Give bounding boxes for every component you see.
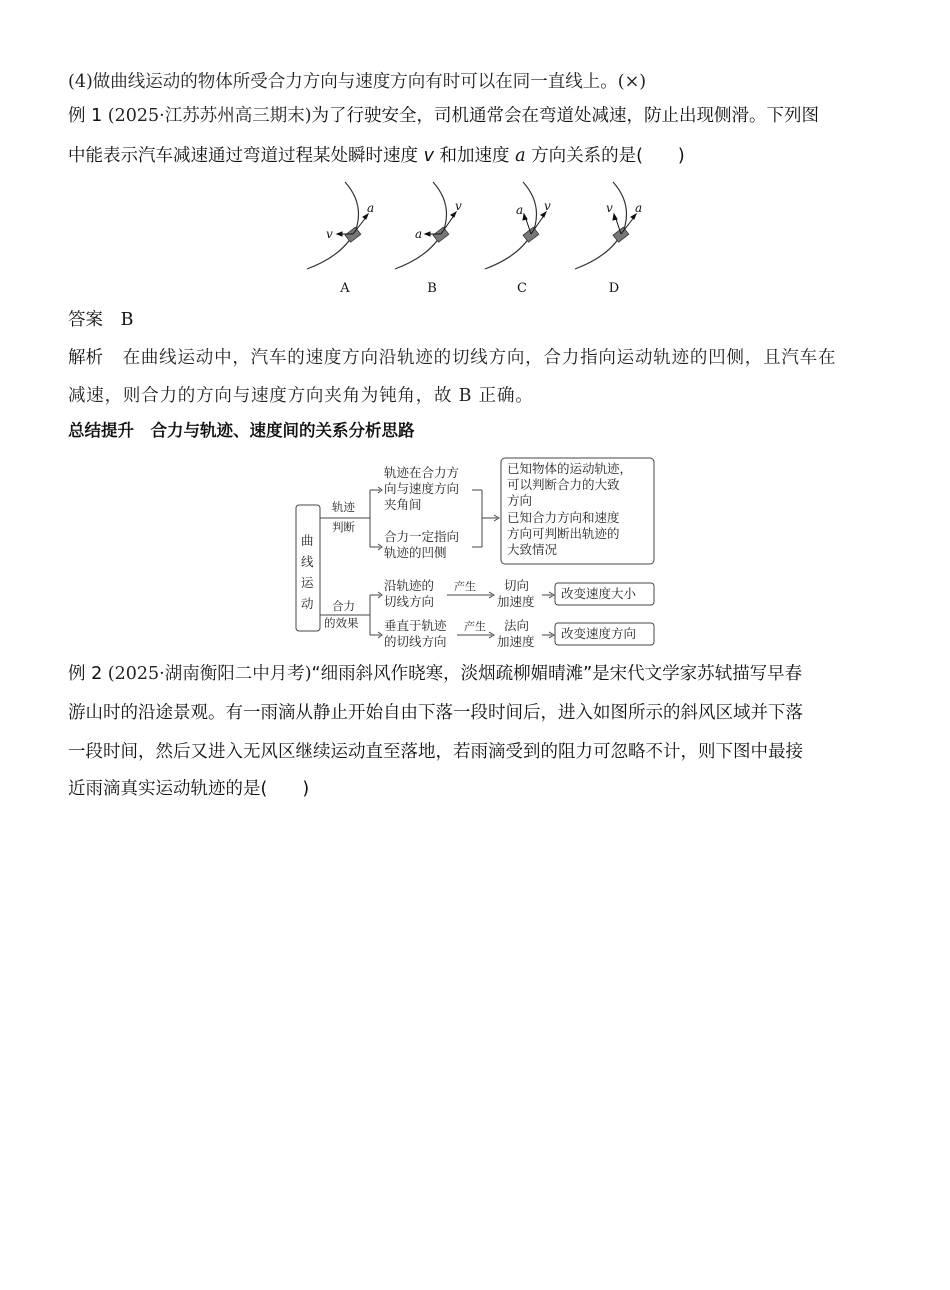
label-a-a: a (367, 201, 375, 215)
example-1-source: (2025·江苏苏州高三期末) (107, 106, 312, 126)
label-a-c: a (516, 203, 524, 217)
result-direction: 改变速度方向 (561, 626, 637, 641)
root-char-3: 运 (301, 575, 314, 590)
summary-diagram (292, 455, 662, 650)
root-char-4: 动 (301, 596, 314, 611)
example-1-text-a: 中能表示汽车减速通过弯道过程某处瞬时速度 (68, 146, 418, 166)
example-2-text-1: “细雨斜风作晓寒，淡烟疏柳媚晴滩”是宋代文学家苏轼描写早春 (311, 664, 803, 684)
example-2-line-1 (68, 662, 802, 686)
analysis-text-1: 在曲线运动中，汽车的速度方向沿轨迹的切线方向，合力指向运动轨迹的凹侧，且汽车在 (122, 348, 837, 368)
analysis-line-1 (68, 346, 836, 370)
answer-label: 答案 (68, 310, 103, 330)
example-2-label: 例 2 (68, 664, 103, 684)
b1-item1-l1: 轨迹在合力方 (384, 465, 460, 480)
produce-2: 产生 (464, 620, 486, 633)
example-1-text: 为了行驶安全，司机通常会在弯道处减速，防止出现侧滑。下列图 (311, 106, 820, 126)
b1-item1-l3: 夹角间 (384, 497, 422, 512)
branch2-line2: 的效果 (324, 616, 359, 630)
curve-a (307, 182, 359, 269)
result-l1: 已知物体的运动轨迹， (507, 461, 633, 476)
example-1-line-2 (68, 144, 685, 168)
car-d (613, 227, 629, 242)
car-c (523, 227, 539, 242)
curve-b (395, 182, 447, 269)
result-l4: 已知合力方向和速度 (507, 510, 620, 525)
root-char-2: 线 (301, 554, 314, 569)
example-1-line-1 (68, 104, 819, 128)
curve-c (485, 182, 537, 269)
answer-line (68, 308, 133, 332)
car-a (345, 227, 361, 242)
label-v-d: v (606, 201, 613, 215)
b2-acc1-l2: 加速度 (497, 594, 535, 609)
example-1-figure (295, 176, 655, 300)
b1-item1-l2: 向与速度方向 (384, 481, 460, 496)
analysis-label: 解析 (68, 348, 103, 368)
root-char-1: 曲 (301, 533, 314, 548)
car-b (433, 227, 449, 242)
example-1-label: 例 1 (68, 106, 103, 126)
result-l2: 可以判断合力的大致 (507, 477, 620, 492)
result-l3: 方向 (507, 493, 533, 508)
b2-item1-l2: 切线方向 (384, 594, 435, 609)
b1-item2-l2: 轨迹的凹侧 (384, 545, 447, 560)
statement-4: (4)做曲线运动的物体所受合力方向与速度方向有时可以在同一直线上。(×) (68, 72, 647, 92)
option-label-a: A (340, 281, 350, 296)
b2-acc1-l1: 切向 (504, 578, 530, 593)
option-label-b: B (427, 281, 437, 296)
b2-item2-l2: 的切线方向 (384, 634, 447, 649)
example-1-text-c: 方向关系的是( ) (531, 146, 685, 166)
b2-item2-l1: 垂直于轨迹 (384, 618, 447, 633)
example-1-text-b: 和加速度 (439, 146, 510, 166)
symbol-a: a (515, 146, 526, 166)
summary-title: 总结提升 合力与轨迹、速度间的关系分析思路 (68, 421, 415, 440)
label-v-a: v (326, 227, 333, 241)
example-2-line-3: 一段时间，然后又进入无风区继续运动直至落地，若雨滴受到的阻力可忽略不计，则下图中最接 (68, 742, 803, 762)
label-a-d: a (635, 201, 643, 215)
result-l6: 大致情况 (507, 542, 558, 557)
label-a-b: a (415, 227, 423, 241)
produce-1: 产生 (454, 580, 476, 593)
result-l5: 方向可判断出轨迹的 (507, 526, 620, 541)
b2-item1-l1: 沿轨迹的 (384, 578, 435, 593)
analysis-line-2: 减速，则合力的方向与速度方向夹角为钝角，故 B 正确。 (68, 386, 534, 406)
example-2-source: (2025·湖南衡阳二中月考) (107, 664, 312, 684)
example-2-line-4: 近雨滴真实运动轨迹的是( ) (68, 779, 310, 799)
example-2-line-2: 游山时的沿途景观。有一雨滴从静止开始自由下落一段时间后，进入如图所示的斜风区域并下落 (68, 703, 803, 723)
branch1-line1: 轨迹 (332, 500, 355, 514)
option-label-c: C (517, 281, 527, 296)
answer-value: B (120, 310, 134, 330)
option-label-d: D (608, 281, 620, 296)
branch2-line1: 合力 (332, 599, 355, 613)
symbol-v: v (423, 146, 434, 166)
branch1-line2: 判断 (332, 520, 355, 534)
result-size: 改变速度大小 (561, 586, 637, 601)
b2-acc2-l2: 加速度 (497, 634, 535, 649)
b1-item2-l1: 合力一定指向 (384, 529, 460, 544)
b2-acc2-l1: 法向 (504, 618, 530, 633)
curve-d (575, 182, 627, 269)
label-v-b: v (455, 199, 462, 213)
label-v-c: v (544, 199, 551, 213)
